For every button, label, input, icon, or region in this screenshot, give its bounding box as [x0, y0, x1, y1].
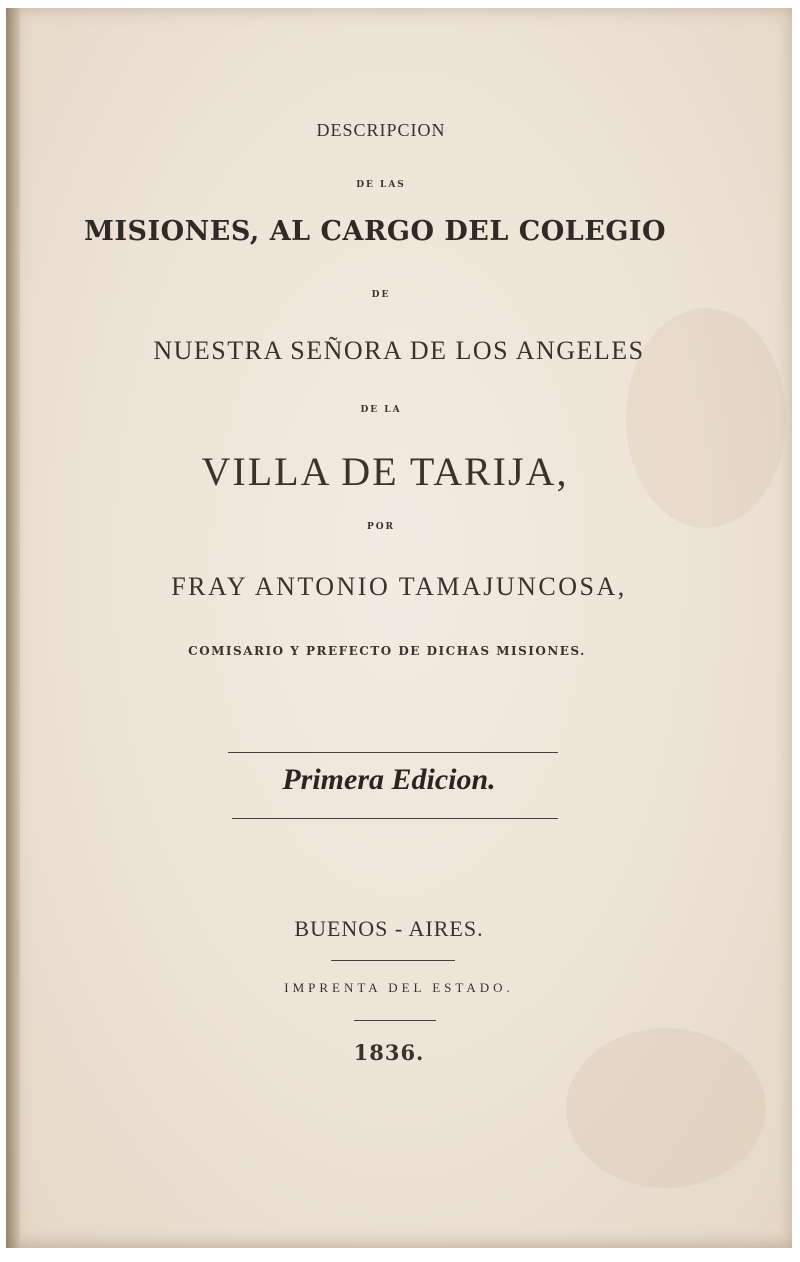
- title-por: POR: [366, 522, 396, 532]
- title-de: DE: [371, 290, 391, 300]
- title-de-la: DE LA: [360, 405, 402, 415]
- author-name: FRAY ANTONIO TAMAJUNCOSA,: [171, 572, 627, 601]
- title-description: DESCRIPCION: [316, 120, 446, 140]
- imprint-rule-2: [354, 1020, 436, 1021]
- author-title: COMISARIO Y PREFECTO DE DICHAS MISIONES.: [188, 644, 586, 658]
- book-page: [6, 8, 792, 1248]
- imprint-city: BUENOS - AIRES.: [294, 916, 484, 941]
- title-de-las: DE LAS: [356, 180, 406, 190]
- title-nuestra-senora: NUESTRA SEÑORA DE LOS ANGELES: [153, 336, 645, 365]
- edition-label: Primera Edicion.: [282, 763, 496, 796]
- title-misiones: MISIONES, AL CARGO DEL COLEGIO: [83, 216, 667, 247]
- title-villa-de-tarija: VILLA DE TARIJA,: [201, 449, 569, 494]
- imprint-year: 1836.: [353, 1040, 425, 1065]
- edition-rule-bottom: [232, 818, 558, 819]
- imprint-printer: IMPRENTA DEL ESTADO.: [284, 980, 514, 995]
- imprint-rule-1: [331, 960, 455, 961]
- edition-rule-top: [228, 752, 558, 753]
